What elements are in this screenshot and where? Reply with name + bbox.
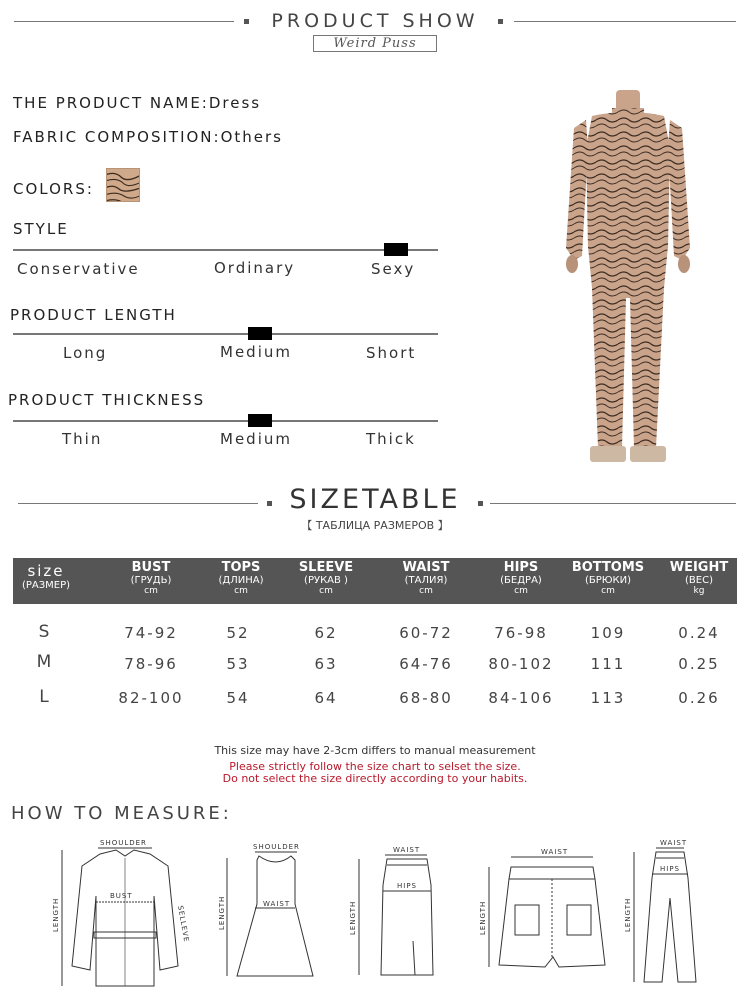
cell: S [38, 622, 52, 642]
product-name: THE PRODUCT NAME:Dress [13, 94, 262, 112]
jacket-measure-diagram [50, 836, 200, 988]
selleve-label: SELLEVE [176, 904, 191, 944]
style-scale-marker [384, 243, 408, 256]
cell: L [39, 687, 51, 707]
sizetable-header [13, 558, 737, 604]
col-header-bust: BUST (ГРУДЬ) cm [130, 560, 172, 596]
bust-label: BUST [110, 892, 133, 900]
length-label: LENGTH [349, 900, 357, 935]
length-label: LENGTH [52, 897, 60, 932]
waist-label: WAIST [393, 846, 421, 854]
cell: 113 [590, 689, 626, 707]
cell: 60-72 [399, 624, 453, 642]
fabric-composition: FABRIC COMPOSITION:Others [13, 128, 283, 146]
cell: 53 [226, 655, 250, 673]
cell: 82-100 [118, 689, 184, 707]
length-label: LENGTH [479, 900, 487, 935]
pants-measure-diagram [620, 838, 720, 988]
dress-measure-diagram [215, 840, 315, 982]
cell: 54 [226, 689, 250, 707]
size-warning-2: Do not select the size directly according to your habits. [222, 772, 528, 785]
cell: 111 [590, 655, 626, 673]
cell: 52 [226, 624, 250, 642]
hips-label: HIPS [660, 865, 680, 873]
col-header-weight: WEIGHT (ВЕС) kg [669, 560, 729, 596]
waist-label: WAIST [660, 839, 688, 847]
col-header-size: size (РАЗМЕР) [21, 562, 71, 591]
length-option-long: Long [63, 344, 108, 362]
sizetable-subtitle: 【 ТАБЛИЦА РАЗМЕРОВ 】 [301, 519, 449, 532]
hips-label: HIPS [397, 882, 417, 890]
col-header-tops: TOPS (ДЛИНА) cm [218, 560, 264, 596]
thickness-option-thin: Thin [62, 430, 103, 448]
cell: 64-76 [399, 655, 453, 673]
length-label: LENGTH [218, 895, 226, 930]
style-option-conservative: Conservative [17, 260, 140, 278]
cell: 64 [314, 689, 338, 707]
cell: 68-80 [399, 689, 453, 707]
length-title: PRODUCT LENGTH [10, 306, 177, 324]
cell: 78-96 [124, 655, 178, 673]
thickness-scale-line [13, 420, 438, 422]
thickness-option-thick: Thick [366, 430, 416, 448]
swatch-pattern [107, 169, 140, 202]
size-warning-1: Please strictly follow the size chart to selset the size. [229, 760, 521, 773]
length-scale-marker [248, 327, 272, 340]
thickness-title: PRODUCT THICKNESS [8, 391, 206, 409]
cell: 62 [314, 624, 338, 642]
sizetable-dot-right [478, 501, 483, 506]
header-subtitle: Weird Puss [313, 35, 437, 52]
skirt-measure-diagram [345, 845, 445, 981]
header-rule-right [514, 21, 736, 22]
shoulder-label: SHOULDER [100, 839, 147, 847]
cell: 0.26 [678, 689, 720, 707]
cell: 84-106 [488, 689, 554, 707]
color-swatch[interactable] [106, 168, 140, 202]
length-option-medium: Medium [220, 343, 292, 361]
col-header-waist: WAIST (ТАЛИЯ) cm [402, 560, 450, 596]
cell: M [36, 652, 54, 672]
product-model-image [552, 88, 702, 468]
length-scale-line [13, 333, 438, 335]
cell: 74-92 [124, 624, 178, 642]
length-label: LENGTH [624, 897, 632, 932]
col-header-hips: HIPS (БЕДРА) cm [500, 560, 542, 596]
colors-label: COLORS: [13, 180, 94, 198]
col-header-sleeve: SLEEVE (РУКАВ ) cm [298, 560, 354, 596]
waist-label: WAIST [541, 848, 569, 856]
waist-label: WAIST [263, 900, 291, 908]
style-title: STYLE [13, 220, 69, 238]
header-title: PRODUCT SHOW [271, 10, 479, 32]
how-to-measure-title: HOW TO MEASURE: [11, 803, 232, 824]
shorts-measure-diagram [475, 845, 615, 975]
style-scale-line [13, 249, 438, 251]
cell: 80-102 [488, 655, 554, 673]
thickness-option-medium: Medium [220, 430, 292, 448]
cell: 0.24 [678, 624, 720, 642]
cell: 63 [314, 655, 338, 673]
style-option-sexy: Sexy [371, 260, 416, 278]
measurement-note: This size may have 2-3cm differs to manual measurement [214, 744, 536, 757]
shoulder-label: SHOULDER [253, 843, 300, 851]
cell: 109 [590, 624, 626, 642]
header-dot-right [498, 19, 503, 24]
cell: 0.25 [678, 655, 720, 673]
col-header-bottoms: BOTTOMS (БРЮКИ) cm [571, 560, 645, 596]
length-option-short: Short [366, 344, 417, 362]
cell: 76-98 [494, 624, 548, 642]
style-option-ordinary: Ordinary [214, 259, 296, 277]
thickness-scale-marker [248, 414, 272, 427]
sizetable-rule-right [490, 503, 736, 504]
sizetable-title: SIZETABLE [289, 484, 461, 515]
